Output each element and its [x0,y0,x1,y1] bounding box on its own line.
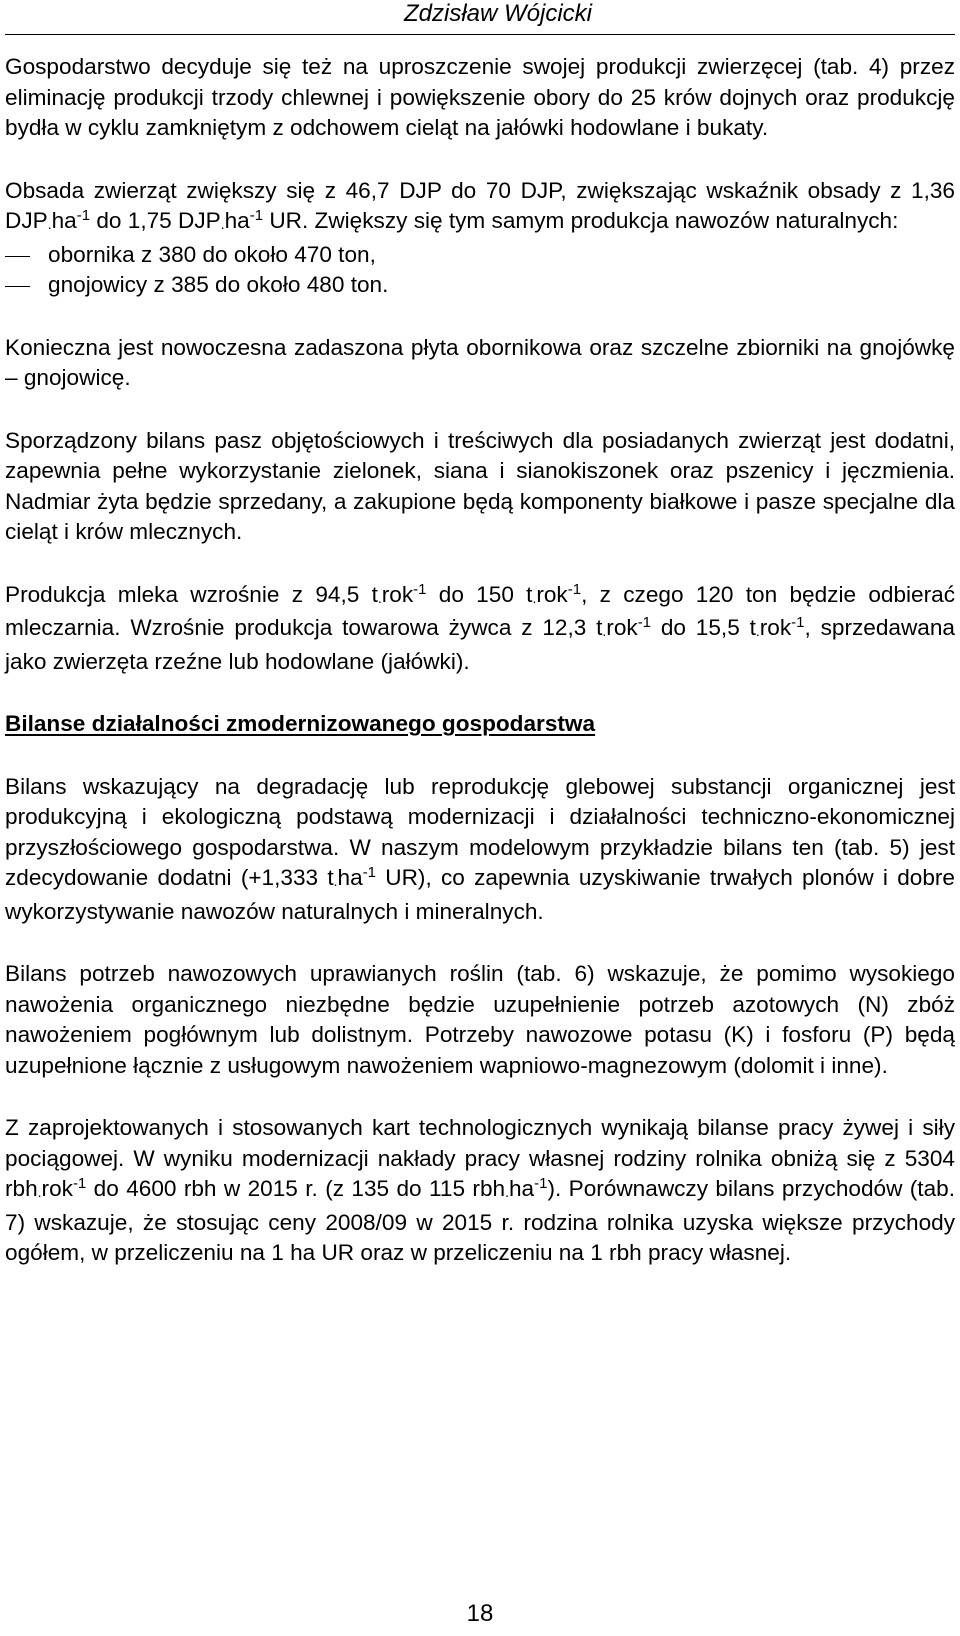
running-header-author: Zdzisław Wójcicki [403,0,592,27]
paragraph-feed-balance: Sporządzony bilans pasz objętościowych i treściwych dla posiadanych zwierząt jest dodatni, zapewnia pełne wykorzystanie zielonek, siana i sianokiszonek oraz pszenicy i jęczmienia. Nadmiar żyta będzie sprzedany, a zakupione będą komponenty białkowe i pasze specjalne dla cieląt i krów mlecznych. [5,427,955,544]
section-heading: Bilanse działalności zmodernizowanego gospodarstwa [5,711,596,736]
manure-production-list [5,240,955,301]
paragraph-labour-balance: Z zaprojektowanych i stosowanych kart technologicznych wynikają bilanse pracy żywej i siły pociągowej. W wyniku modernizacji nakłady pracy własnej rodziny rolnika obniżą się z 5304 rbh.rok$^{-1}$ do 4600 rbh w 2015 r. (z 135 do 115 $rbh.ha^{-1}$). Porównawczy bilans przychodów (tab. 7) wskazuje, że stosując ceny 2008/09 w 2015 r. rodzina rolnika uzyska większe przychody ogółem, w przeliczeniu na 1 ha UR oraz w przeliczeniu na 1 rbh pracy własnej. [5,1115,955,1265]
paragraph-milk-production: Produkcja mleka wzrośnie z 94,5 t.rok$^{-1}$ do 150 t.rok$^{-1}$, z czego 120 ton będzie odbierać mleczarnia. Wzrośnie produkcja towarowa żywca z 12,3 t.rok$^{-1}$ do 15,5 t.rok$^{-1}$, sprzedawana jako zwierzęta rzeźne lub hodowlane (jałówki). [5,580,955,674]
paragraph-manure-storage: Konieczna jest nowoczesna zadaszona płyta obornikowa oraz szczelne zbiorniki na gnojówkę – gnojowicę. [5,334,955,390]
paragraph-organic-balance: Bilans wskazujący na degradację lub reprodukcję glebowej substancji organicznej jest produkcyjną i ekologiczną podstawą modernizacji i działalności techniczno-ekonomicznej przyszłościowego gospodarstwa. W naszym modelowym przykładzie bilans ten (tab. 5) jest zdecydowanie dodatni (+1,333 $t.ha^{-1}$ UR), co zapewnia uzyskiwanie trwałych plonów i dobre wykorzystywanie nawozów naturalnych i mineralnych. [5,773,955,924]
paragraph-stocking-density: Obsada zwierząt zwiększy się z 46,7 DJP do 70 DJP, zwiększając wskaźnik obsady z 1,36 $DJP.ha^{-1}$ do 1,75 $DJP.ha^{-1}$ UR. Zwiększy się tym samym produkcja nawozów naturalnych: [5,177,955,233]
page-number: 18 [466,1600,494,1627]
list-item-slurry: gnojowicy z 385 do około 480 ton. [5,270,955,301]
page-content [5,52,955,1301]
list-item-manure: obornika z 380 do około 470 ton, [5,240,955,271]
paragraph-fertilizer-needs: Bilans potrzeb nawozowych uprawianych roślin (tab. 6) wskazuje, że pomimo wysokiego nawożenia organicznego niezbędne będzie uzupełnienie potrzeb azotowych (N) zbóż nawożeniem pogłównym lub dolistnym. Potrzeby nawozowe potasu (K) i fosforu (P) będą uzupełnione łącznie z usługowym nawożeniem wapniowo-magnezowym (dolomit i inne). [5,961,955,1078]
header-rule [5,34,955,35]
paragraph-livestock-simplification: Gospodarstwo decyduje się też na uproszczenie swojej produkcji zwierzęcej (tab. 4) przez eliminację produkcji trzody chlewnej i powiększenie obory do 25 krów dojnych oraz produkcję bydła w cyklu zamkniętym z odchowem cieląt na jałówki hodowlane i bukaty. [5,54,955,140]
